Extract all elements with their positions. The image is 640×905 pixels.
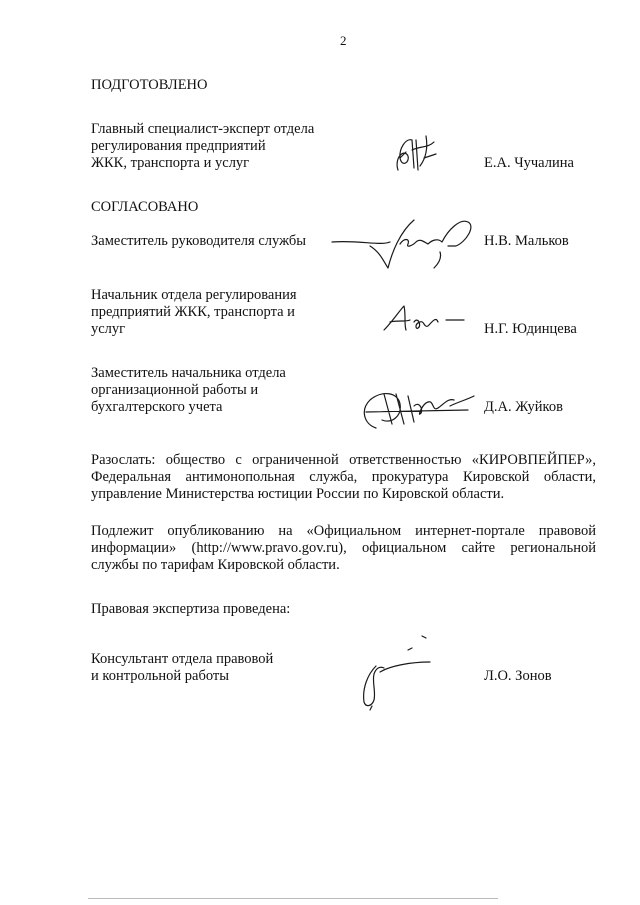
signature-yudintseva — [380, 300, 470, 340]
prepared-heading: ПОДГОТОВЛЕНО — [91, 77, 208, 93]
signer-3-role-line-3: бухгалтерского учета — [91, 399, 223, 415]
expertise-role-line-2: и контрольной работы — [91, 668, 229, 684]
signature-zonov — [350, 632, 440, 712]
signature-chuchalina — [390, 128, 440, 178]
prepared-role-line-3: ЖКК, транспорта и услуг — [91, 155, 250, 171]
signer-3-name: Д.А. Жуйков — [484, 399, 563, 415]
signature-malkov — [330, 212, 480, 272]
prepared-role-line-1: Главный специалист-эксперт отдела — [91, 121, 315, 137]
signature-zhuykov — [358, 384, 478, 432]
signer-3-role-line-2: организационной работы и — [91, 382, 259, 398]
distribution-paragraph: Разослать: общество с ограниченной ответственностью «КИРОВПЕЙПЕР», Федеральная антимонопольная служба, прокуратура Кировской области, управление Министерства юстиции России по Кировской области. — [91, 452, 596, 502]
signer-2-name: Н.Г. Юдинцева — [484, 321, 577, 337]
signer-1-role: Заместитель руководителя службы — [91, 233, 307, 249]
signer-2-role-line-1: Начальник отдела регулирования — [91, 287, 297, 303]
agreed-heading: СОГЛАСОВАНО — [91, 199, 199, 215]
expertise-signer-name: Л.О. Зонов — [484, 668, 552, 684]
bottom-scan-line — [88, 898, 498, 899]
expertise-role-line-1: Консультант отдела правовой — [91, 651, 274, 667]
prepared-signer-name: Е.А. Чучалина — [484, 155, 574, 171]
signer-2-role-line-2: предприятий ЖКК, транспорта и — [91, 304, 295, 320]
expertise-heading: Правовая экспертиза проведена: — [91, 601, 291, 617]
page-number: 2 — [340, 33, 347, 48]
signer-2-role-line-3: услуг — [91, 321, 126, 337]
prepared-role-line-2: регулирования предприятий — [91, 138, 266, 154]
publication-paragraph: Подлежит опубликованию на «Официальном интернет-портале правовой информации» (http://www.pravo.gov.ru), официальном сайте региональной службы по тарифам Кировской области. — [91, 523, 596, 573]
signer-3-role-line-1: Заместитель начальника отдела — [91, 365, 286, 381]
signer-1-name: Н.В. Мальков — [484, 233, 569, 249]
